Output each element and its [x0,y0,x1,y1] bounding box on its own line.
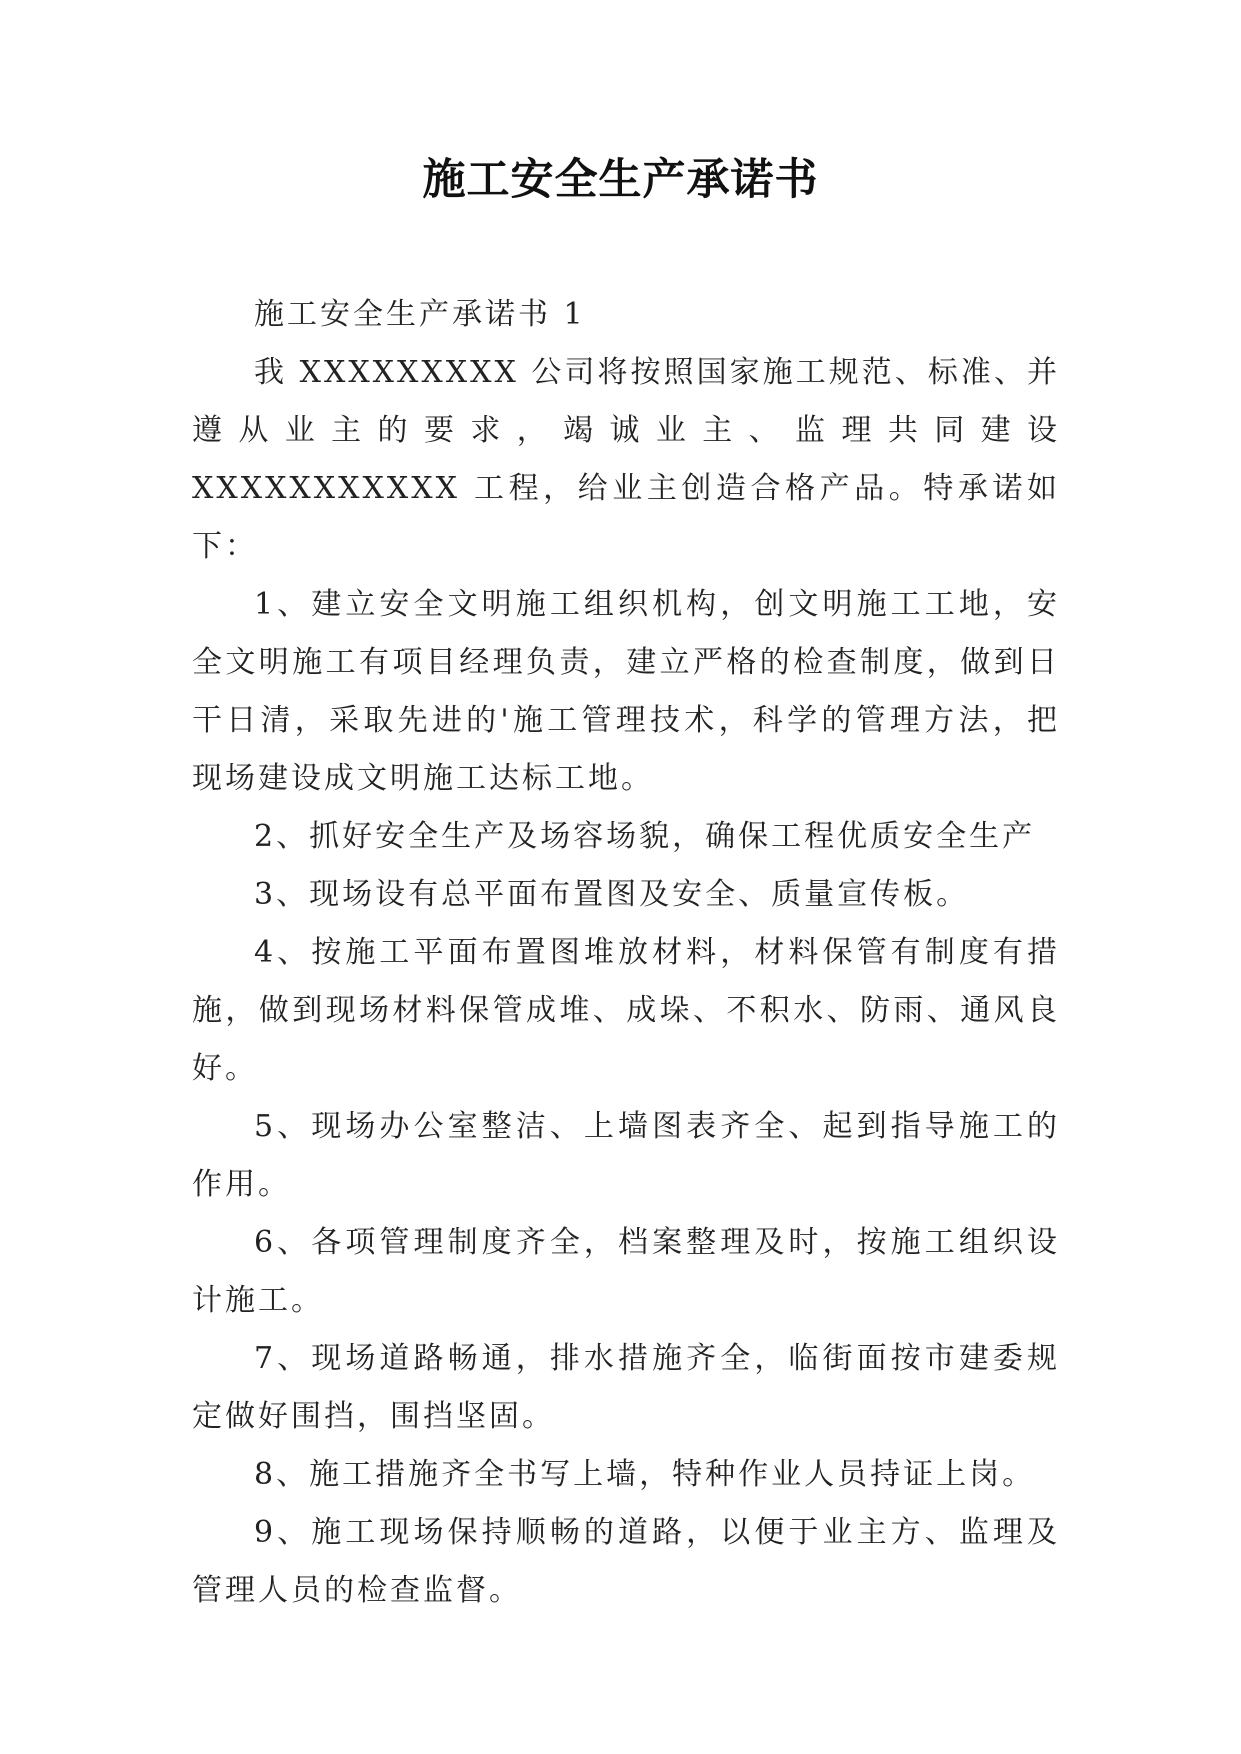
paragraph-heading: 施工安全生产承诺书 1 [254,297,586,332]
paragraph-intro: 我 XXXXXXXXX 公司将按照国家施工规范、标准、并遵从业主的要求，竭诚业主、监理共同建设 XXXXXXXXXXX 工程，给业主创造合格产品。特承诺如下： [192,355,1060,564]
paragraph-item-1: 1、建立安全文明施工组织机构，创文明施工工地，安全文明施工有项目经理负责，建立严格的检查制度，做到日干日清，采取先进的'施工管理技术，科学的管理方法，把现场建设成文明施工达标工地。 [192,587,1060,796]
paragraph-item-5: 5、现场办公室整洁、上墙图表齐全、起到指导施工的作用。 [192,1109,1060,1202]
paragraph-item-6: 6、各项管理制度齐全，档案整理及时，按施工组织设计施工。 [192,1225,1060,1318]
paragraph-item-9: 9、施工现场保持顺畅的道路，以便于业主方、监理及管理人员的检查监督。 [192,1515,1060,1608]
document-title: 施工安全生产承诺书 [422,155,819,205]
document-body [192,286,1060,1620]
paragraph-item-7: 7、现场道路畅通，排水措施齐全，临街面按市建委规定做好围挡，围挡坚固。 [192,1341,1060,1434]
paragraph-item-8: 8、施工措施齐全书写上墙，特种作业人员持证上岗。 [254,1457,1036,1492]
paragraph-item-4: 4、按施工平面布置图堆放材料，材料保管有制度有措施，做到现场材料保管成堆、成垛、不积水、防雨、通风良好。 [192,935,1060,1086]
paragraph-item-3: 3、现场设有总平面布置图及安全、质量宣传板。 [254,877,970,912]
paragraph-item-2: 2、抓好安全生产及场容场貌，确保工程优质安全生产 [254,819,1036,854]
